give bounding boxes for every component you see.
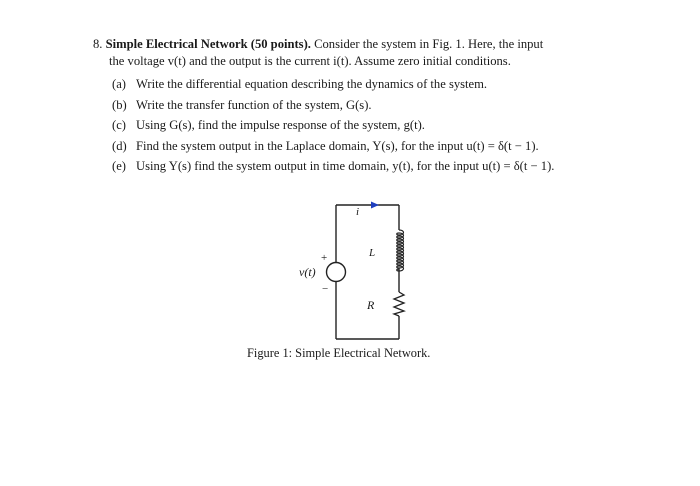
problem-intro-line2: the voltage v(t) and the output is the current i(t). Assume zero initial conditions.: [109, 54, 511, 68]
problem-title: Simple Electrical Network (50 points).: [105, 37, 311, 51]
problem-intro-line1: Consider the system in Fig. 1. Here, the input: [314, 37, 544, 51]
resistor-zigzag-icon: [394, 292, 404, 316]
part-text: Find the system output in the Laplace domain, Y(s), for the input u(t) = δ(t − 1).: [136, 138, 539, 153]
part-label: (c): [112, 118, 126, 132]
current-label: i: [356, 206, 360, 218]
problem-number: 8.: [93, 37, 103, 51]
part-text: Write the differential equation describing the dynamics of the system.: [136, 77, 488, 91]
figure-caption: Figure 1: Simple Electrical Network.: [247, 346, 431, 360]
part-label: (d): [112, 138, 127, 153]
part-text: Write the transfer function of the system, G(s).: [136, 97, 372, 112]
current-arrow-icon: [371, 202, 379, 209]
source-label: v(t): [299, 265, 316, 279]
voltage-source-icon: [327, 263, 346, 282]
plus-sign: +: [321, 252, 328, 264]
resistor-label: R: [367, 298, 375, 312]
inductor-coil-icon: [397, 230, 404, 271]
inductor-label: L: [369, 247, 376, 259]
part-text: Using G(s), find the impulse response of the system, g(t).: [136, 118, 425, 132]
part-text: Using Y(s) find the system output in time domain, y(t), for the input u(t) = δ(t − 1).: [136, 159, 555, 173]
part-label: (b): [112, 97, 127, 112]
part-label: (a): [112, 77, 126, 91]
part-label: (e): [112, 159, 126, 173]
minus-sign: −: [322, 283, 329, 295]
